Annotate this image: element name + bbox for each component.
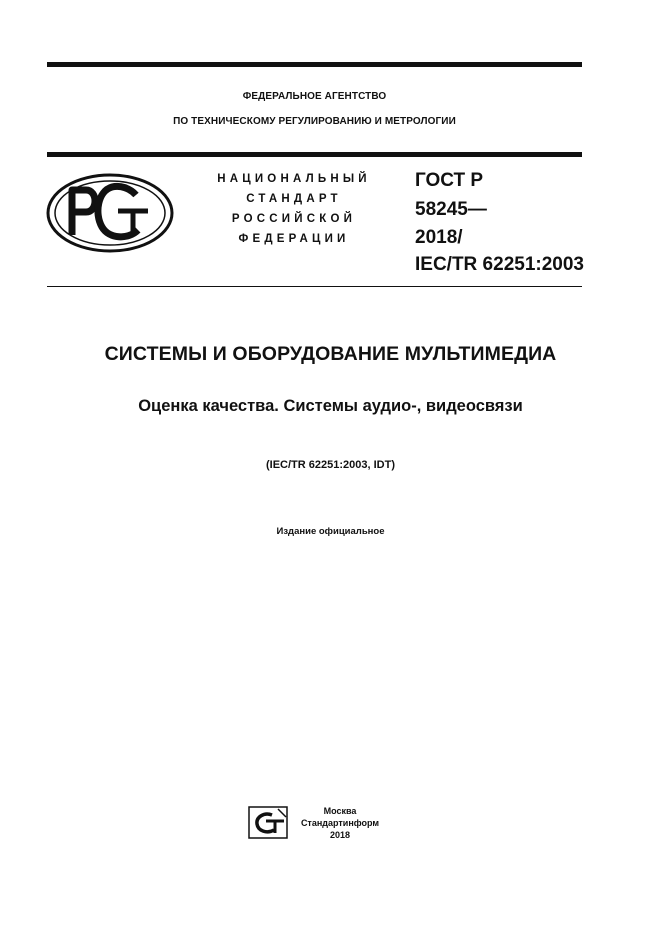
- top-thick-rule: [47, 62, 582, 67]
- agency-name-line1: ФЕДЕРАЛЬНОЕ АГЕНТСТВО: [242, 91, 387, 102]
- publisher-city: Москва: [323, 806, 357, 816]
- equivalence-note: (IEC/TR 62251:2003, IDT): [266, 459, 395, 471]
- gost-r-certification-mark-icon: [46, 173, 174, 253]
- standard-designation-line3: 2018/: [415, 227, 463, 248]
- publisher-year: 2018: [329, 830, 351, 840]
- national-standard-line1: НАЦИОНАЛЬНЫЙ: [217, 173, 371, 185]
- edition-note: Издание официальное: [276, 526, 385, 537]
- middle-thick-rule: [47, 152, 582, 157]
- bottom-thin-rule: [47, 286, 582, 287]
- publisher-name: Стандартинформ: [300, 818, 380, 828]
- national-standard-line4: ФЕДЕРАЦИИ: [238, 233, 350, 245]
- national-standard-line2: СТАНДАРТ: [246, 193, 342, 205]
- standard-designation-line2: 58245—: [415, 199, 487, 220]
- document-title: СИСТЕМЫ И ОБОРУДОВАНИЕ МУЛЬТИМЕДИА: [104, 343, 557, 365]
- document-subtitle: Оценка качества. Системы аудио-, видеосвязи: [138, 397, 523, 415]
- standard-designation-line1: ГОСТ Р: [415, 170, 484, 191]
- national-standard-line3: РОССИЙСКОЙ: [231, 213, 357, 225]
- agency-name-line2: ПО ТЕХНИЧЕСКОМУ РЕГУЛИРОВАНИЮ И МЕТРОЛОГИИ: [173, 116, 456, 127]
- standard-designation-line4: IEC/TR 62251:2003: [415, 254, 584, 275]
- standartinform-logo-icon: [248, 806, 288, 839]
